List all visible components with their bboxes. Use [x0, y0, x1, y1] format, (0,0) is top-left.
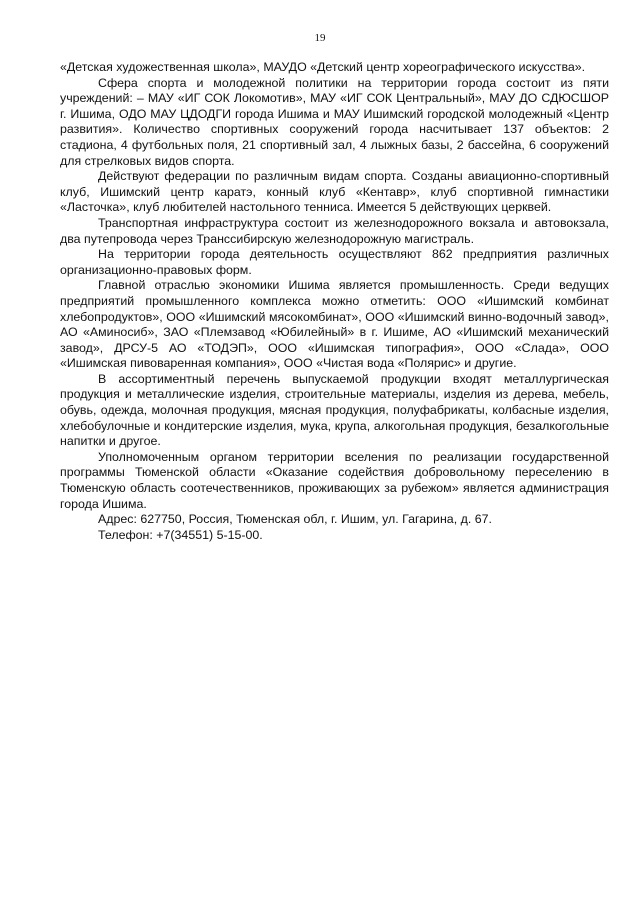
paragraph-authorized-body: Уполномоченным органом территории вселения по реализации государственной программы Тюменской области «Оказание содействия добровольному переселению в Тюменскую область соотечественников, проживающих за рубежом» является администрация города Ишима. [60, 449, 609, 511]
document-body [60, 60, 609, 543]
paragraph-sports-federations: Действуют федерации по различным видам спорта. Созданы авиационно-спортивный клуб, Ишимский центр каратэ, конный клуб «Кентавр», клуб спортивной гимнастики «Ласточка», клуб любителей настольного тенниса. Имеется 5 действующих церквей. [60, 169, 609, 215]
paragraph-sports-institutions: Сфера спорта и молодежной политики на территории города состоит из пяти учреждений: – МАУ «ИГ СОК Локомотив», МАУ «ИГ СОК Центральный», МАУ ДО СДЮСШОР г. Ишима, ОДО МАУ ЦДОДГИ города Ишима и МАУ Ишимский городской молодежный «Центр развития». Количество спортивных сооружений города насчитывает 137 объектов: 2 стадиона, 4 футбольных поля, 21 спортивный зал, 4 лыжных базы, 2 бассейна, 6 сооружений для стрелковых видов спорта. [60, 75, 609, 168]
paragraph-enterprises-count: На территории города деятельность осуществляют 862 предприятия различных организационно-правовых форм. [60, 247, 609, 277]
page-number: 19 [314, 32, 326, 44]
address-line: Адрес: 627750, Россия, Тюменская обл, г. Ишим, ул. Гагарина, д. 67. [98, 512, 492, 527]
paragraph-industry: Главной отраслью экономики Ишима является промышленность. Среди ведущих предприятий промышленного комплекса можно отметить: ООО «Ишимский комбинат хлебопродуктов», ООО «Ишимский мясокомбинат», ООО «Ишимский винно-водочный завод», АО «Аминосиб», ЗАО «Племзавод «Юбилейный» в г. Ишиме, АО «Ишимский механический завод», ДРСУ-5 АО «ТОДЭП», ООО «Ишимская типография», ООО «Слада», ООО «Ишимская пивоваренная компания», ООО «Чистая вода «Полярис» и другие. [60, 278, 609, 371]
paragraph-schools-continued: «Детская художественная школа», МАУДО «Детский центр хореографического искусства». [60, 60, 586, 74]
paragraph-transport: Транспортная инфраструктура состоит из железнодорожного вокзала и автовокзала, два путепровода через Транссибирскую железнодорожную магистраль. [60, 215, 609, 246]
paragraph-product-range: В ассортиментный перечень выпускаемой продукции входят металлургическая продукция и металлические изделия, строительные материалы, изделия из дерева, мебель, обувь, одежда, молочная продукция, мясная продукция, полуфабрикаты, колбасные изделия, хлебобулочные и кондитерские изделия, мука, крупа, алкогольная продукция, безалкогольные напитки и другое. [60, 371, 609, 449]
phone-line: Телефон: +7(34551) 5-15-00. [98, 527, 263, 542]
